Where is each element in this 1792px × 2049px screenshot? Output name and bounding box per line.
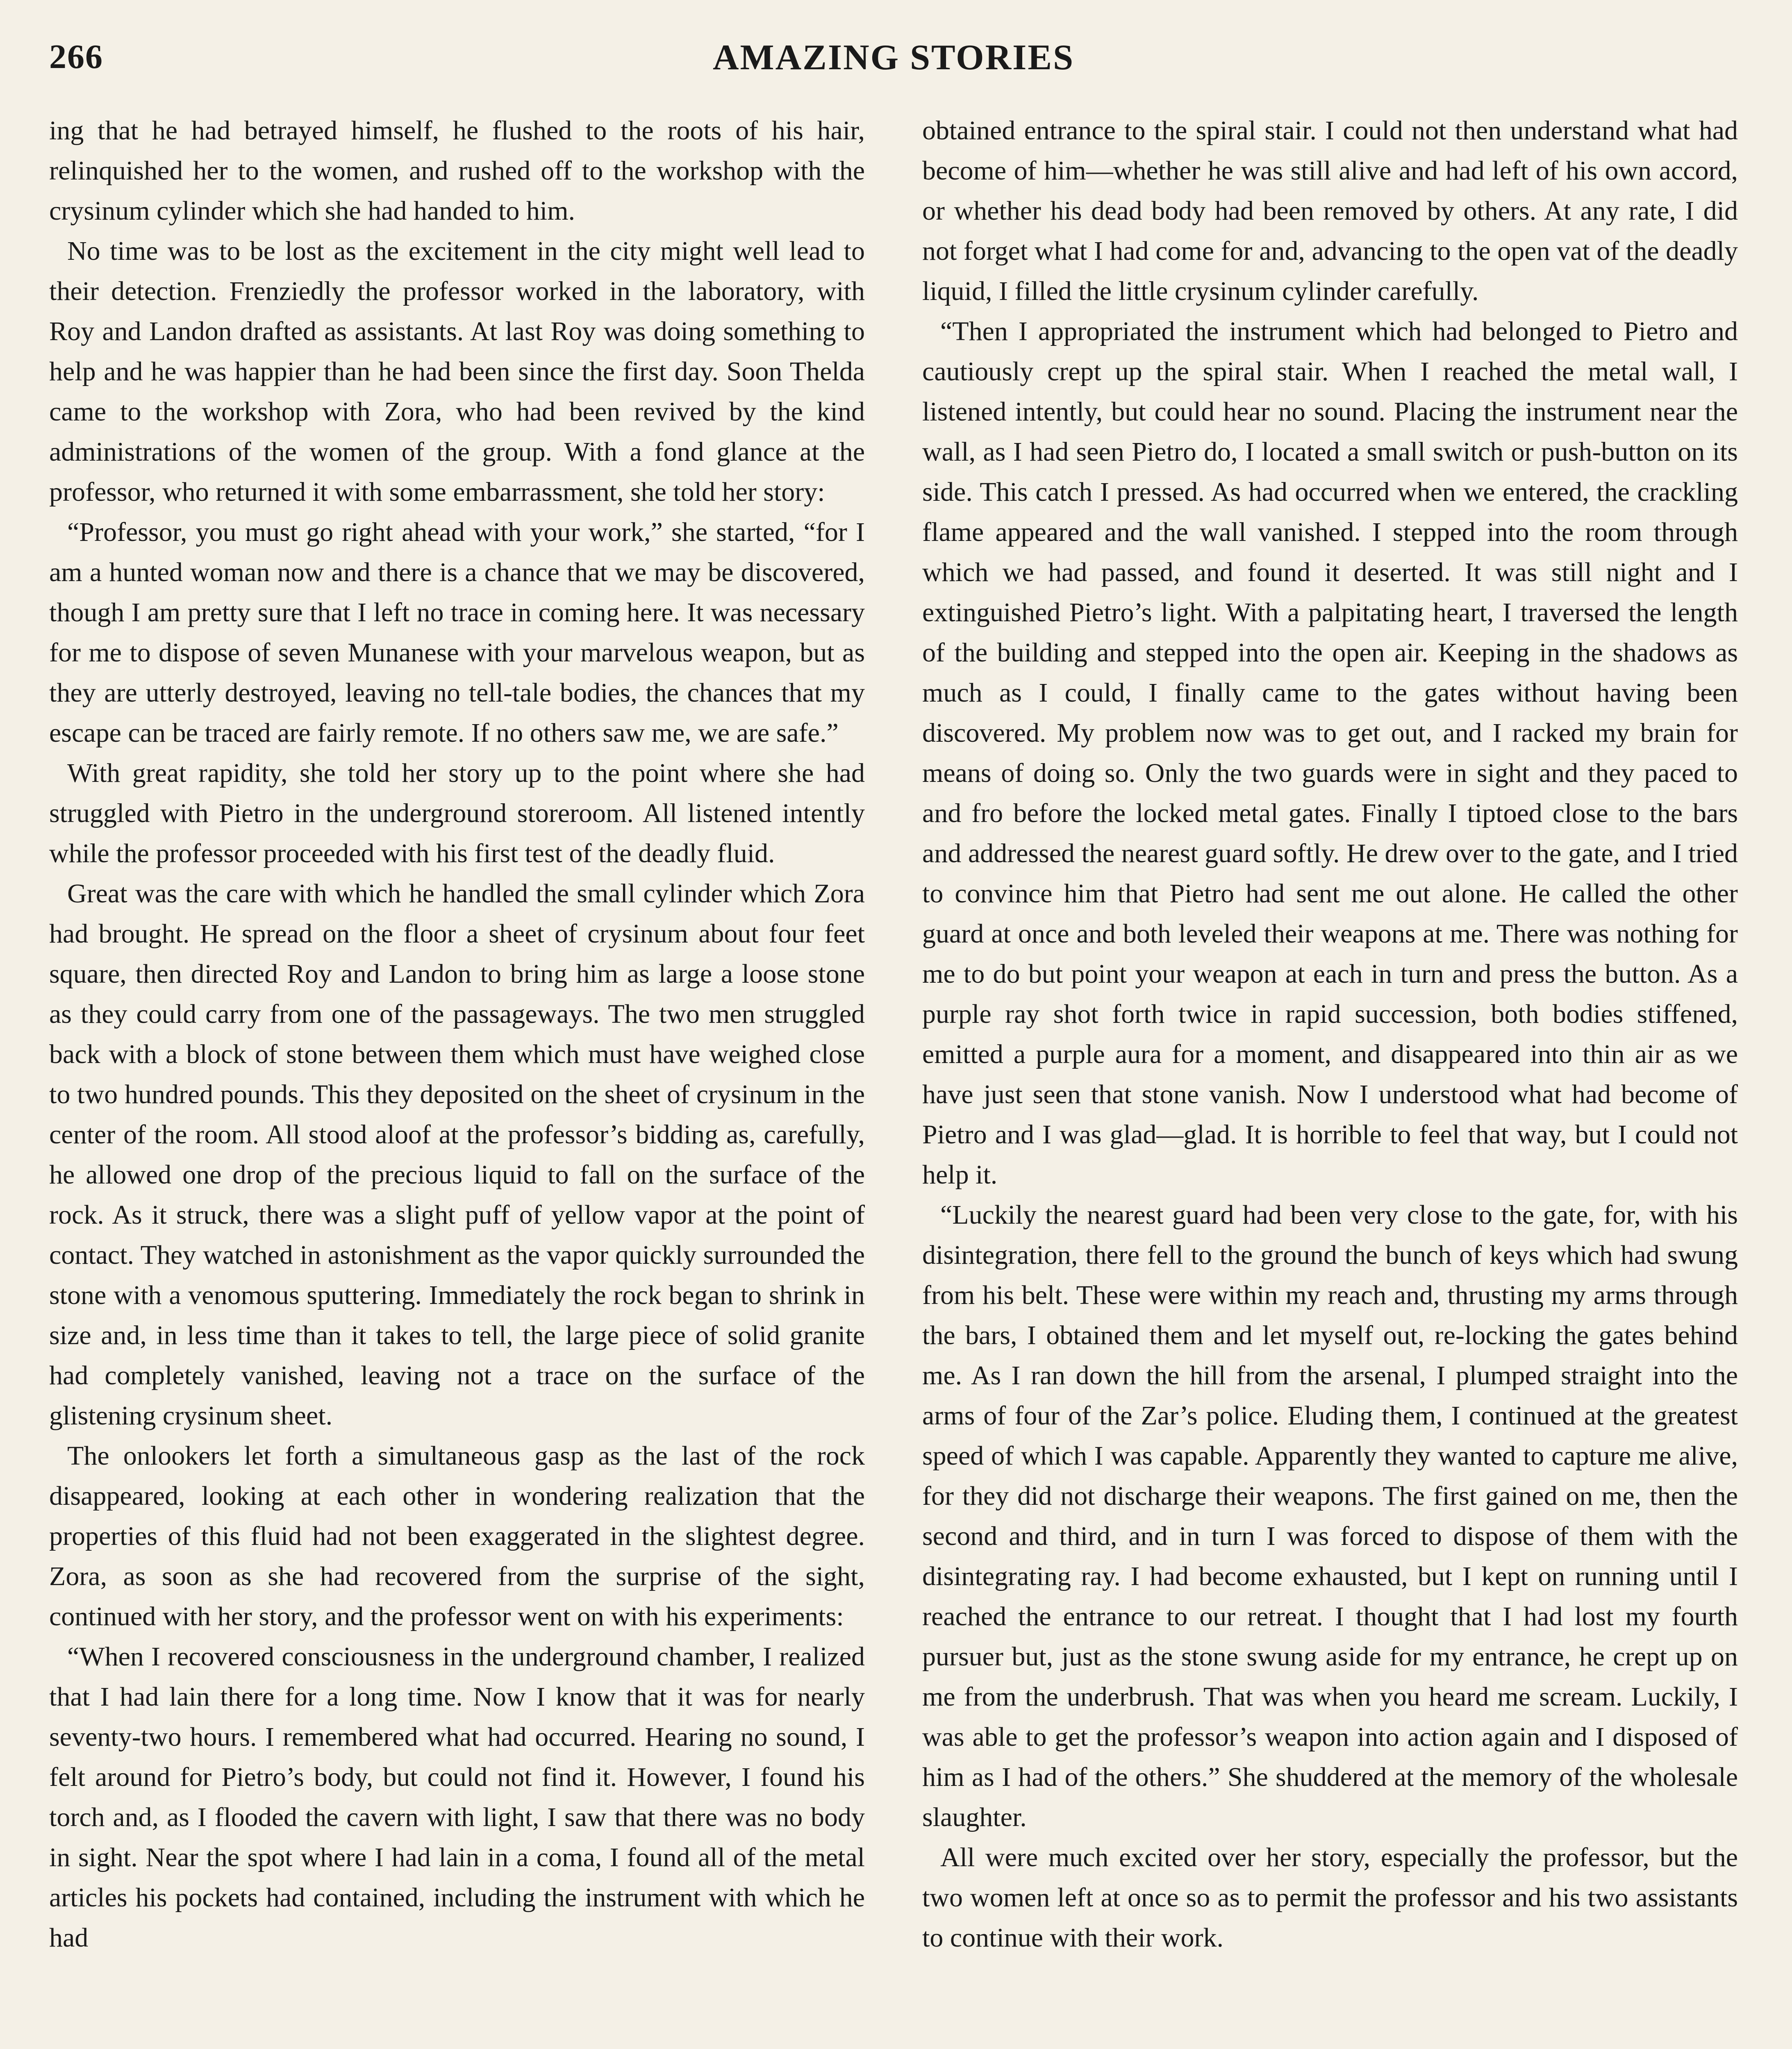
page-header [49, 37, 1738, 90]
paragraph: No time was to be lost as the excitement in the city might well lead to their detection. Frenziedly the professor worked in the laboratory, with Roy and Landon drafted as assistants. At last Roy was doing something to help and he was happier than he had been since the first day. Soon Thelda came to the workshop with Zora, who had been revived by the kind administrations of the women of the group. With a fond glance at the professor, who returned it with some embarrassment, she told her story: [49, 236, 865, 507]
paragraph: “Then I appropriated the instrument which had belonged to Pietro and cautiously crept up the spiral stair. When I reached the metal wall, I listened intently, but could hear no sound. Placing the instrument near the wall, as I had seen Pietro do, I located a small switch or push-button on its side. This catch I pressed. As had occurred when we entered, the crackling flame appeared and the wall vanished. I stepped into the room through which we had passed, and found it deserted. It was still night and I extinguished Pietro’s light. With a palpitating heart, I traversed the length of the building and stepped into the open air. Keeping in the shadows as much as I could, I finally came to the gates without having been discovered. My problem now was to get out, and I racked my brain for means of doing so. Only the two guards were in sight and they paced to and fro before the locked metal gates. Finally I tiptoed close to the bars and addressed the nearest guard softly. He drew over to the gate, and I tried to convince him that Pietro had sent me out alone. He called the other guard at once and both leveled their weapons at me. There was nothing for me to do but point your weapon at each in turn and press the button. As a purple ray shot forth twice in rapid succession, both bodies stiffened, emitted a purple aura for a moment, and disappeared into thin air as we have just seen that stone vanish. Now I understood what had become of Pietro and I was glad—glad. It is horrible to feel that way, but I could not help it. [922, 316, 1738, 1190]
paragraph: “When I recovered consciousness in the underground chamber, I realized that I had lain there for a long time. Now I know that it was for nearly seventy-two hours. I remembered what had occurred. Hearing no sound, I felt around for Pietro’s body, but could not find it. However, I found his torch and, as I flooded the cavern with light, I saw that there was no body in sight. Near the spot where I had lain in a coma, I found all of the metal articles his pockets had contained, including the instrument with which he had [49, 1642, 865, 1953]
page-number: 266 [49, 38, 103, 76]
right-column [922, 111, 1738, 2049]
paragraph: ing that he had betrayed himself, he flushed to the roots of his hair, relinquished her to the women, and rushed off to the workshop with the crysinum cylinder which she had handed to him. [49, 116, 865, 226]
magazine-title: AMAZING STORIES [712, 38, 1075, 77]
paragraph: All were much excited over her story, especially the professor, but the two women left at once so as to permit the professor and his two assistants to continue with their work. [922, 1842, 1738, 1953]
paragraph: Great was the care with which he handled the small cylinder which Zora had brought. He spread on the floor a sheet of crysinum about four feet square, then directed Roy and Landon to bring him as large a loose stone as they could carry from one of the passageways. The two men struggled back with a block of stone between them which must have weighed close to two hundred pounds. This they deposited on the sheet of crysinum in the center of the room. All stood aloof at the professor’s bidding as, carefully, he allowed one drop of the precious liquid to fall on the surface of the rock. As it struck, there was a slight puff of yellow vapor at the point of contact. They watched in astonishment as the vapor quickly surrounded the stone with a venomous sputtering. Immediately the rock began to shrink in size and, in less time than it takes to tell, the large piece of solid granite had completely vanished, leaving not a trace on the surface of the glistening crysinum sheet. [49, 879, 865, 1431]
magazine-page [49, 37, 1738, 2049]
left-column [49, 111, 865, 2049]
text-columns [49, 111, 1738, 2049]
paragraph: obtained entrance to the spiral stair. I could not then understand what had become of him—whether he was still alive and had left of his own accord, or whether his dead body had been removed by others. At any rate, I did not forget what I had come for and, advancing to the open vat of the deadly liquid, I filled the little crysinum cylinder carefully. [922, 116, 1738, 306]
paragraph: The onlookers let forth a simultaneous gasp as the last of the rock disappeared, looking at each other in wondering realization that the properties of this fluid had not been exaggerated in the slightest degree. Zora, as soon as she had recovered from the surprise of the sight, continued with her story, and the professor went on with his experiments: [49, 1441, 865, 1631]
paragraph: With great rapidity, she told her story up to the point where she had struggled with Pietro in the underground storeroom. All listened intently while the professor proceeded with his first test of the deadly fluid. [49, 758, 865, 868]
paragraph: “Luckily the nearest guard had been very close to the gate, for, with his disintegration, there fell to the ground the bunch of keys which had swung from his belt. These were within my reach and, thrusting my arms through the bars, I obtained them and let myself out, re-locking the gates behind me. As I ran down the hill from the arsenal, I plumped straight into the arms of four of the Zar’s police. Eluding them, I continued at the greatest speed of which I was capable. Apparently they wanted to capture me alive, for they did not discharge their weapons. The first gained on me, then the second and third, and in turn I was forced to dispose of them with the disintegrating ray. I had become exhausted, but I kept on running until I reached the entrance to our retreat. I thought that I had lost my fourth pursuer but, just as the stone swung aside for my entrance, he crept up on me from the underbrush. That was when you heard me scream. Luckily, I was able to get the professor’s weapon into action again and I disposed of him as I had of the others.” She shuddered at the memory of the wholesale slaughter. [922, 1200, 1738, 1832]
paragraph: “Professor, you must go right ahead with your work,” she started, “for I am a hunted woman now and there is a chance that we may be discovered, though I am pretty sure that I left no trace in coming here. It was necessary for me to dispose of seven Munanese with your marvelous weapon, but as they are utterly destroyed, leaving no tell-tale bodies, the chances that my escape can be traced are fairly remote. If no others saw me, we are safe.” [49, 517, 865, 748]
